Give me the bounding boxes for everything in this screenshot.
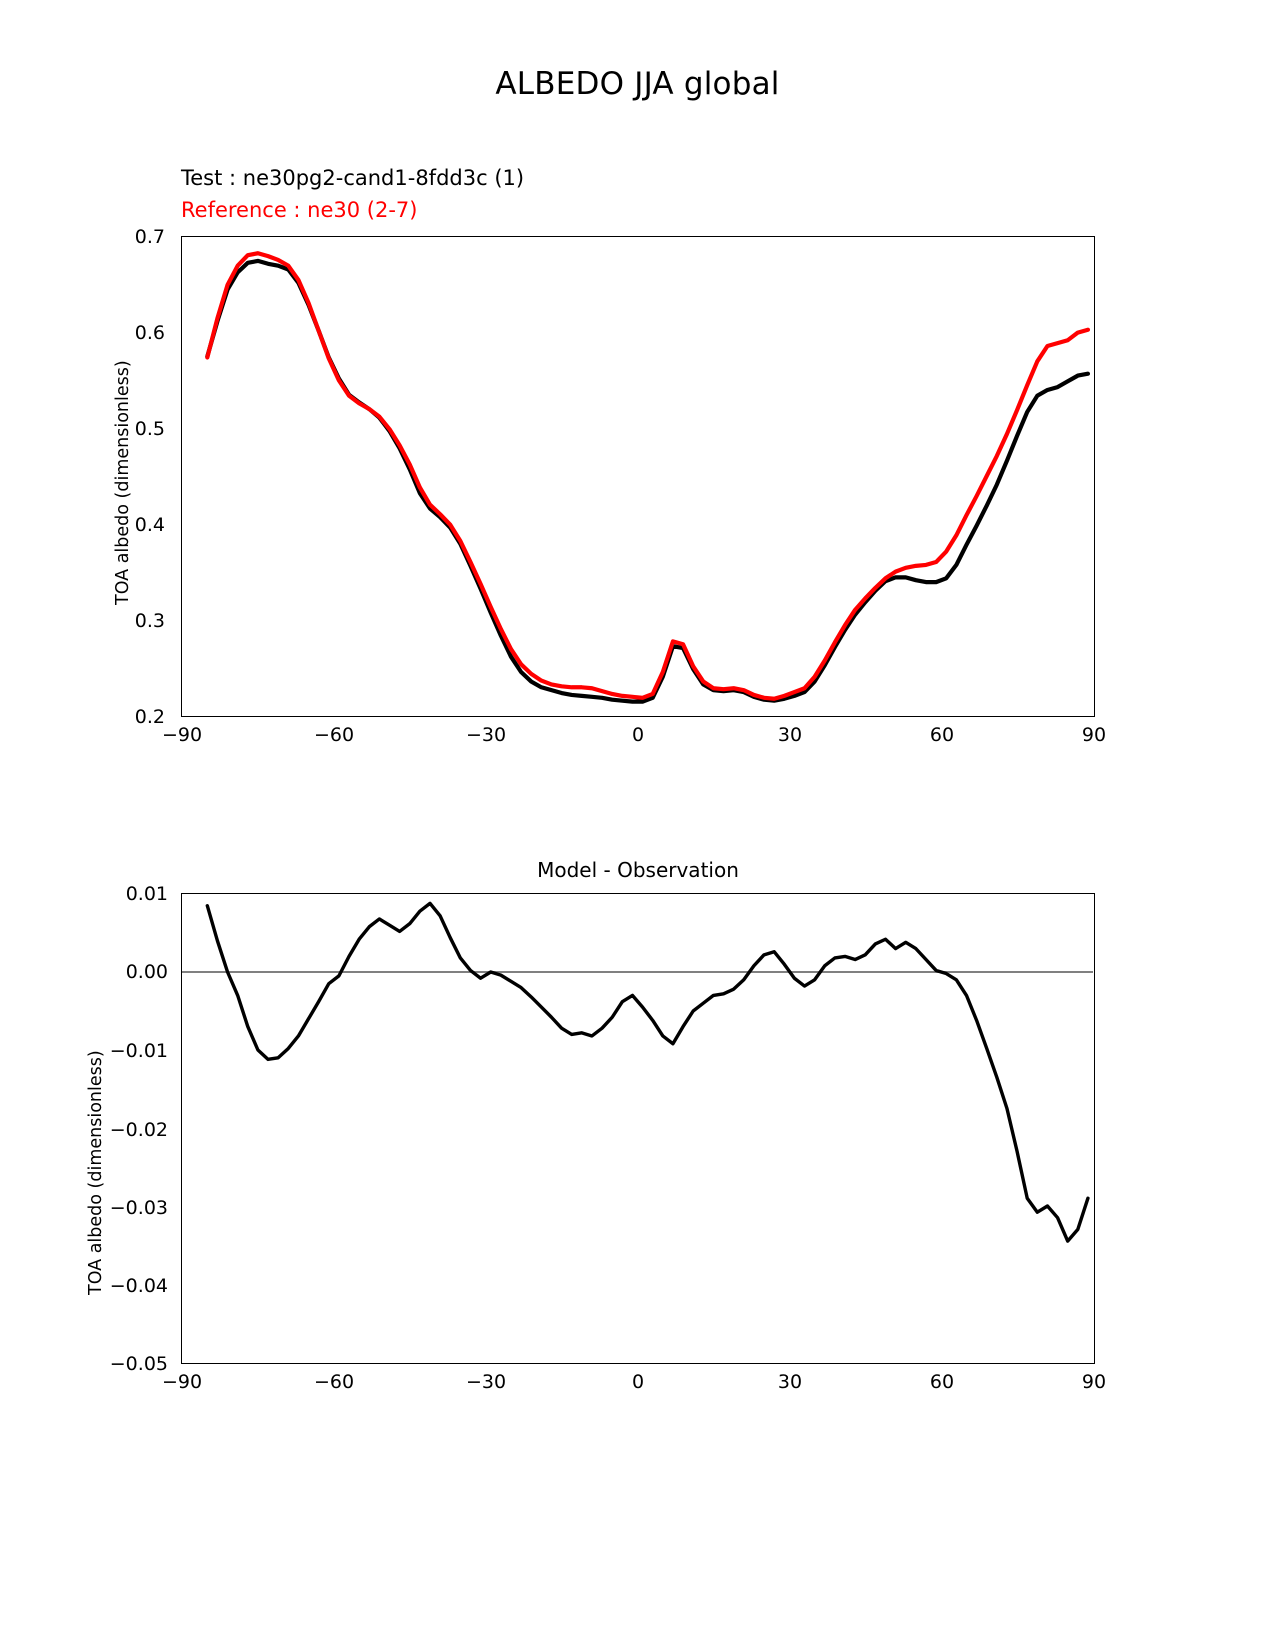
panel2-xtick-0: −90 xyxy=(161,1371,203,1393)
legend-entry-reference: Reference : ne30 (2-7) xyxy=(181,198,418,222)
panel1-ytick-4: 0.6 xyxy=(134,322,165,344)
panel2-series-canvas xyxy=(182,894,1093,1362)
panel1-y-axis-label: TOA albedo (dimensionless) xyxy=(113,360,133,605)
panel1-xtick-5: 60 xyxy=(929,724,955,746)
page-title: ALBEDO JJA global xyxy=(495,66,780,102)
panel1-ytick-3: 0.5 xyxy=(134,418,165,440)
panel2-ytick-2: −0.03 xyxy=(109,1197,168,1219)
panel1-ytick-1: 0.3 xyxy=(134,610,165,632)
panel2-xtick-4: 30 xyxy=(777,1371,803,1393)
panel2-title: Model - Observation xyxy=(537,858,739,882)
panel2-xtick-2: −30 xyxy=(465,1371,507,1393)
panel2-ytick-0: −0.05 xyxy=(109,1353,168,1375)
panel2-ytick-3: −0.02 xyxy=(109,1119,168,1141)
panel2-xtick-6: 90 xyxy=(1081,1371,1107,1393)
series-line-1 xyxy=(207,253,1088,699)
series-line-0 xyxy=(207,903,1088,1241)
panel1-xtick-6: 90 xyxy=(1081,724,1107,746)
panel1-xtick-1: −60 xyxy=(313,724,355,746)
panel1-ytick-0: 0.2 xyxy=(134,706,165,728)
legend-entry-test: Test : ne30pg2-cand1-8fdd3c (1) xyxy=(181,166,525,190)
panel1-ytick-5: 0.7 xyxy=(134,226,165,248)
panel1-xtick-3: 0 xyxy=(631,724,645,746)
panel2-xtick-5: 60 xyxy=(929,1371,955,1393)
panel2-ytick-5: 0.00 xyxy=(125,961,168,983)
panel2-y-axis-label: TOA albedo (dimensionless) xyxy=(86,1050,106,1295)
panel1-xtick-4: 30 xyxy=(777,724,803,746)
panel1-series-canvas xyxy=(182,237,1093,715)
panel1-ytick-2: 0.4 xyxy=(134,514,165,536)
panel2-xtick-1: −60 xyxy=(313,1371,355,1393)
panel2-xtick-3: 0 xyxy=(631,1371,645,1393)
series-line-0 xyxy=(207,261,1088,702)
panel2-ytick-1: −0.04 xyxy=(109,1275,168,1297)
panel2-ytick-4: −0.01 xyxy=(109,1040,168,1062)
panel1-plot-area xyxy=(181,236,1095,717)
panel2-ytick-6: 0.01 xyxy=(125,883,168,905)
panel2-plot-area xyxy=(181,893,1095,1364)
legend xyxy=(181,162,524,226)
panel1-xtick-2: −30 xyxy=(465,724,507,746)
panel1-xtick-0: −90 xyxy=(161,724,203,746)
